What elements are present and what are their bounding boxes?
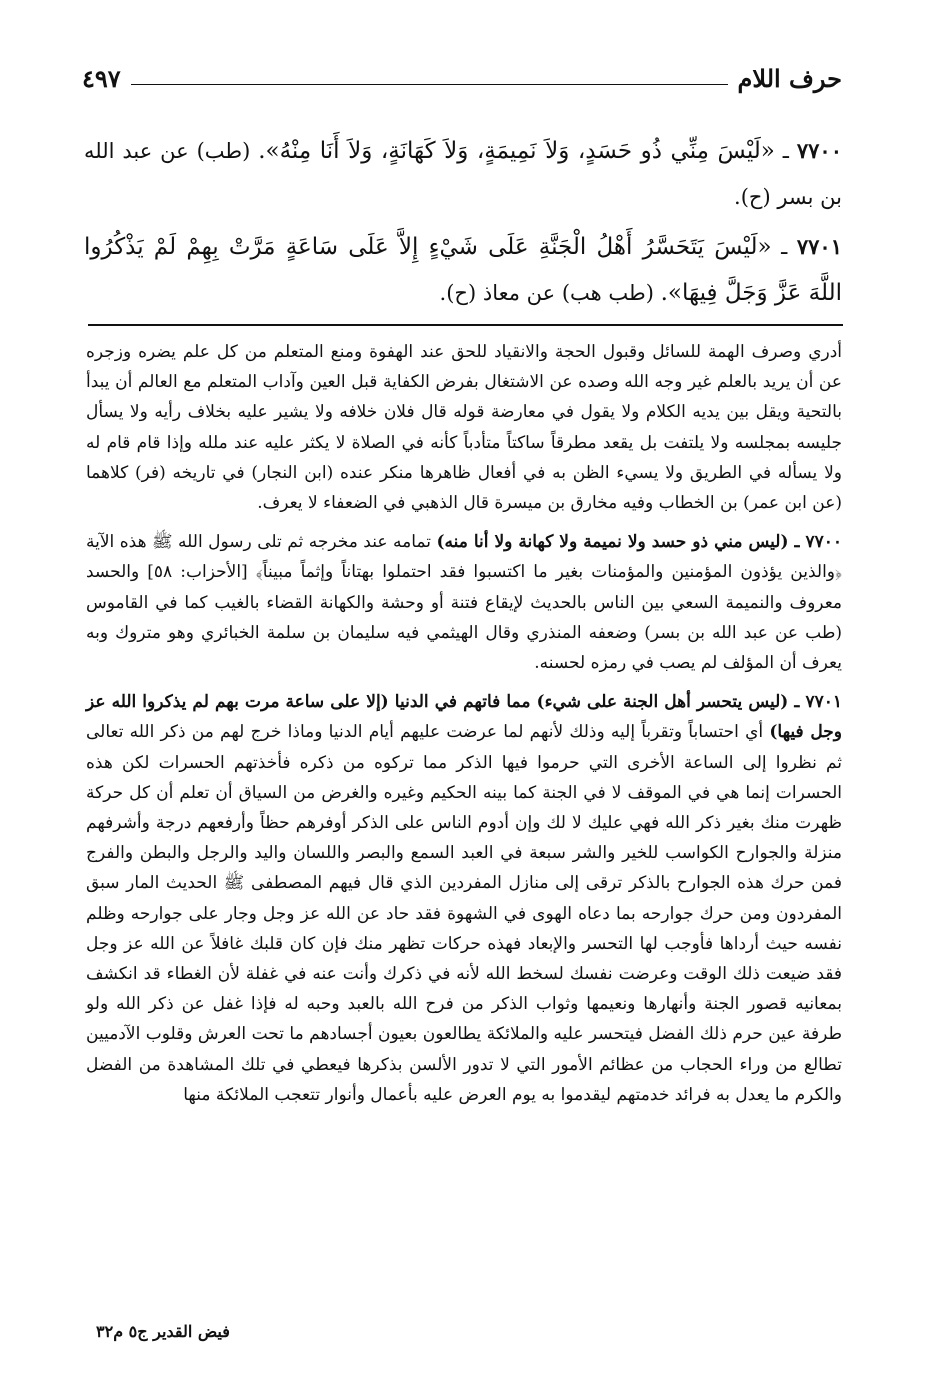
commentary-paragraph bbox=[86, 687, 842, 1110]
running-header bbox=[82, 58, 842, 98]
commentary-lead: ٧٧٠١ ـ (ليس يتحسر أهل الجنة على شيء) مما فاتهم في الدنيا (إلا على ساعة مرت بهم لم يذكروا الله عز وجل فيها) bbox=[86, 692, 842, 743]
hadith-text-block bbox=[84, 128, 842, 316]
chapter-title: حرف اللام bbox=[737, 63, 842, 93]
hadith-source: (طب هب) عن معاذ (ح). bbox=[439, 281, 654, 305]
hadith-text: «لَيْسَ يَتَحَسَّرُ أَهْلُ الْجَنَّةِ عَلَى شَيْءٍ إِلاَّ عَلَى سَاعَةٍ مَرَّتْ بِهِمْ لَمْ يَذْكُرُوا اللَّهَ عَزَّ وَجَلَّ فِيهَا». bbox=[84, 234, 842, 306]
page-number: ٤٩٧ bbox=[82, 63, 121, 93]
header-rule bbox=[131, 84, 728, 85]
commentary-block bbox=[86, 337, 842, 1110]
commentary-paragraph bbox=[86, 527, 842, 678]
hadith-text: «لَيْسَ مِنِّي ذُو حَسَدٍ، وَلاَ نَمِيمَةٍ، وَلاَ كَهَانَةٍ، وَلاَ أَنَا مِنْهُ». bbox=[258, 138, 775, 164]
commentary-text: أي احتساباً وتقرباً إليه وذلك لأنهم لما عرضت عليهم أيام الدنيا وماذا خرج لهم من ذكر الله تعالى ثم نظروا إلى الساعة الأخرى التي حرموا فيها الذكر مما تركوه من ذكره فأخذتهم الحسرات لكن هذه الحسرات إنما هي في الموقف لا في الجنة كما بينه الحكيم وغيره والغرض من السياق أن تعلم أن كل حركة ظهرت منك بغير ذكر الله فهي عليك لا لك وإن أدوم الناس على الذكر أوفرهم حظاً وأرفعهم درجة وأشرفهم منزلة والجوارح الكواسب للخير والشر سبعة في العبد السمع والبصر واللسان واليد والرجل والبطن والفرج فمن حرك هذه الجوارح بالذكر ترقى إلى منازل المفردين الذي قال فيهم المصطفى ﷺ الحديث المار سبق المفردون ومن حرك جوارحه بما دعاه الهوى في الشهوة فقد حاد عن الله عز وجل وجار على جوارحه وظلم نفسه حيث أرداها فأوجب لها التحسر والإبعاد فهذه حركات تظهر منك فإن كان قلبك غافلاً عن الله عز وجل فقد ضيعت ذلك الوقت وعرضت نفسك لسخط الله لأنه في ذكرك وأنت عنه في غفلة لأن الغطاء قد انكشف بمعانيه قصور الجنة وأنهارها ونعيمها وثواب الذكر من فرح الله بالعبد وحبه له فإذا غفل عن ذكر الله ولو طرفة عين حرم ذلك الفضل فيتحسر عليه والملائكة يطالعون بعيون أجسادهم ما تحت العرش وقلوب الآدميين تطالع من وراء الحجاب من عظائم الأمور التي لا تدور الألسن بذكرها فيعطي في تلك المشاهدة من الفضل والكرم ما يعدل به فرائد خدمتهم ليقدموا به يوم العرض عليه بأعمال وأنوار تتعجب الملائكة منها bbox=[86, 722, 842, 1105]
hadith-entry: ٧٧٠١ ـ «لَيْسَ يَتَحَسَّرُ أَهْلُ الْجَنَّةِ عَلَى شَيْءٍ إِلاَّ عَلَى سَاعَةٍ مَرَّتْ بِهِمْ لَمْ يَذْكُرُوا اللَّهَ عَزَّ وَجَلَّ فِيهَا». (طب هب) عن معاذ (ح). bbox=[84, 234, 842, 306]
commentary-paragraph bbox=[86, 337, 842, 518]
hadith-number: ٧٧٠٠ bbox=[796, 138, 842, 163]
matn-sharh-separator bbox=[88, 324, 843, 326]
commentary-lead: ٧٧٠٠ ـ (ليس مني ذو حسد ولا نميمة ولا كهانة ولا أنا منه) bbox=[436, 532, 843, 553]
commentary-text: أدري وصرف الهمة للسائل وقبول الحجة والانقياد للحق عند الهفوة ومنع المتعلم من كل علم يضره وزجره عن أن يريد بالعلم غير وجه الله وصده عن الاشتغال بفرض الكفاية قبل العين وآداب المتعلم مع العالم أن يبدأ بالتحية ويقل بين يديه الكلام ولا يقول في معارضة قوله قال فلان خلافه ولا يشير عليه بخلاف رأيه ولا يسأل جليسه بمجلسه ولا يلتفت بل يقعد مطرقاً ساكتاً متأدباً كأنه في الصلاة لا يكثر عليه عند ملله وإذا قام قام له ولا يسأله في الطريق ولا يسيء الظن به في أفعال ظاهرها منكر عنده (ابن النجار) في تاريخه (فر) كلاهما (عن ابن عمر) بن الخطاب وفيه مخارق بن ميسرة قال الذهبي في الضعفاء لا يعرف. bbox=[86, 342, 842, 514]
hadith-entry: ٧٧٠٠ ـ «لَيْسَ مِنِّي ذُو حَسَدٍ، وَلاَ نَمِيمَةٍ، وَلاَ كَهَانَةٍ، وَلاَ أَنَا مِنْهُ». (طب) عن عبد الله بن بسر (ح). bbox=[84, 138, 842, 209]
hadith-number: ٧٧٠١ bbox=[796, 234, 842, 259]
hadith-source: (طب) عن عبد الله بن بسر (ح). bbox=[84, 139, 842, 209]
signature-line: فيض القدير ج٥ م٣٢ bbox=[96, 1322, 230, 1341]
commentary-text: تمامه عند مخرجه ثم تلى رسول الله ﷺ هذه الآية ﴿والذين يؤذون المؤمنين والمؤمنات بغير ما اكتسبوا فقد احتملوا بهتاناً وإثماً مبيناً﴾ [الأحزاب: ٥٨] والحسد معروف والنميمة السعي بين الناس بالحديث لإيقاع فتنة أو وحشة والكهانة القضاء بالغيب كما في القاموس (طب عن عبد الله بن بسر) وضعفه المنذري وقال الهيثمي فيه سليمان بن سلمة الخبائري وهو متروك وبه يعرف أن المؤلف لم يصب في رمزه لحسنه. bbox=[86, 532, 842, 674]
